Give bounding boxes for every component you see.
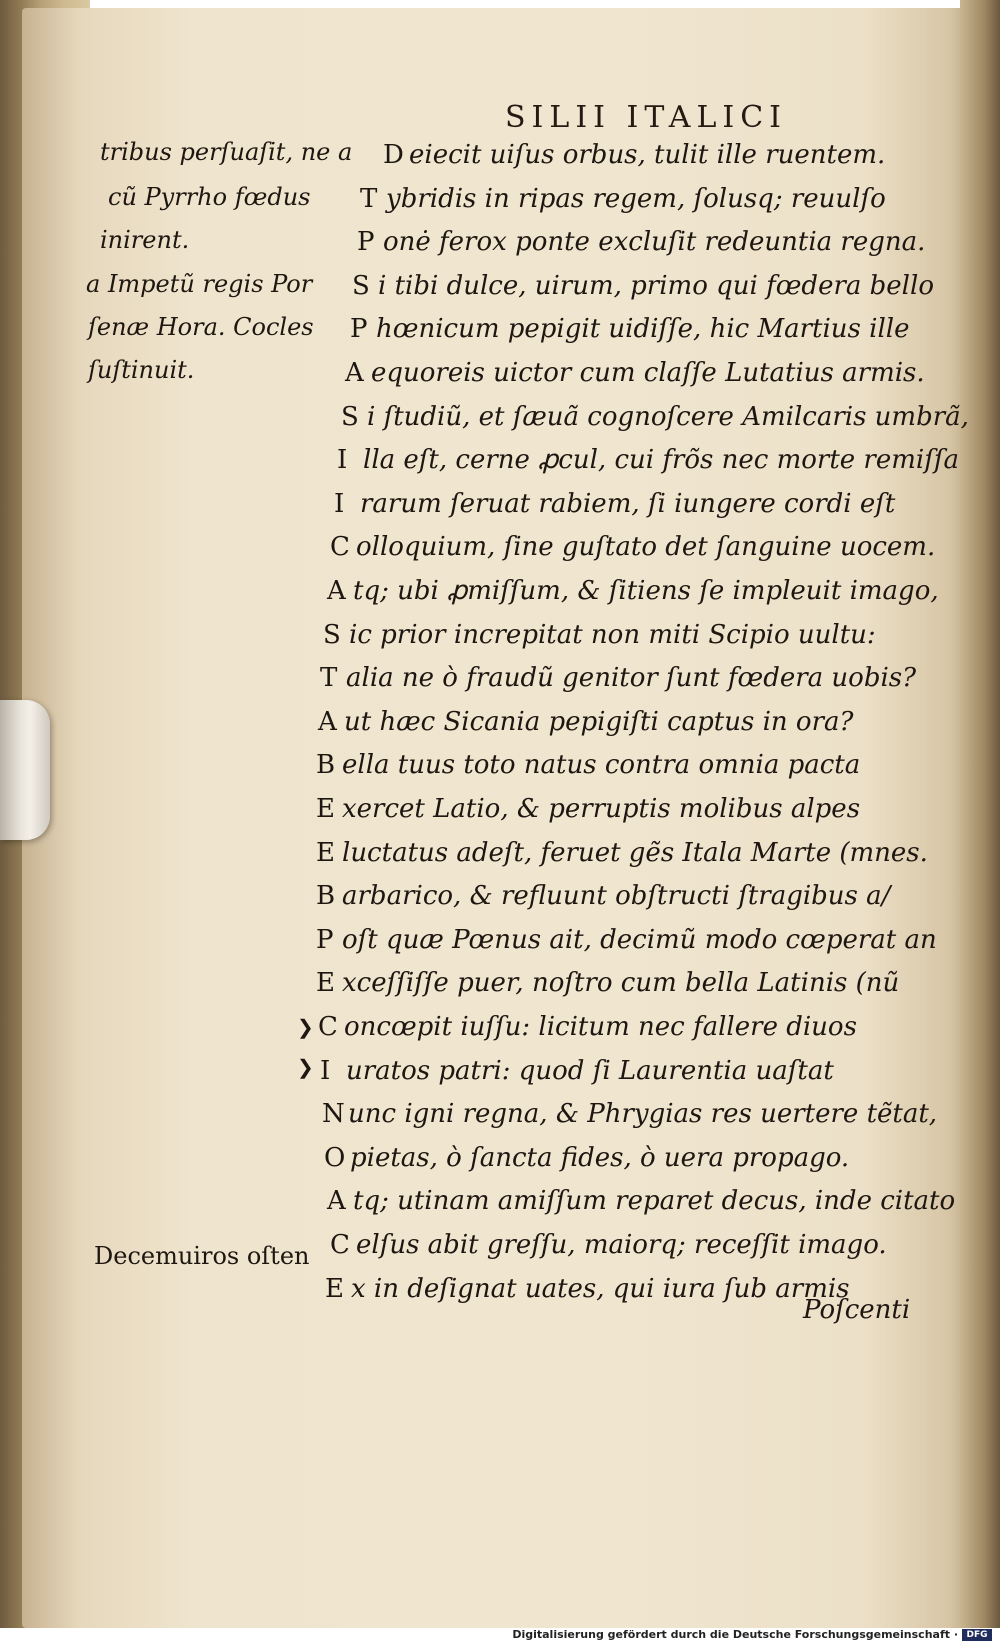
verse-text: onė ferox ponte excluſit redeuntia regna. bbox=[383, 227, 926, 258]
verse-line bbox=[318, 1012, 857, 1042]
verse-line bbox=[316, 794, 860, 824]
verse-initial: P bbox=[316, 924, 334, 955]
running-header: SILII ITALICI bbox=[505, 100, 788, 135]
verse-text: i tibi dulce, uirum, primo qui fœdera bello bbox=[378, 270, 934, 301]
verse-initial: S bbox=[341, 401, 359, 432]
verse-initial: C bbox=[318, 1012, 338, 1042]
verse-line bbox=[323, 620, 876, 650]
verse-initial: C bbox=[330, 532, 350, 563]
verse-line bbox=[316, 968, 899, 998]
verse-initial: E bbox=[316, 794, 335, 824]
verse-initial: I bbox=[334, 488, 345, 519]
marginal-note: tribus perſuaſit, ne a bbox=[100, 138, 353, 166]
verse-line bbox=[341, 402, 969, 432]
verse-initial: S bbox=[323, 619, 341, 650]
verse-line bbox=[316, 881, 890, 911]
verse-line bbox=[383, 140, 885, 170]
verse-line bbox=[345, 358, 925, 388]
verse-text: oſt quæ Pœnus ait, decimũ modo cœperat an bbox=[342, 924, 937, 955]
verse-text: ic prior increpitat non miti Scipio uultu: bbox=[349, 619, 876, 650]
verse-text: arbarico, & refluunt obſtructi ſtragibus a/ bbox=[342, 881, 891, 912]
catchword: Poſcenti bbox=[803, 1295, 911, 1325]
verse-text: i ſtudiũ, et ſæuã cognoſcere Amilcaris umbrã, bbox=[367, 401, 969, 432]
verse-initial: E bbox=[325, 1273, 344, 1304]
verse-text: alia ne ò fraudũ genitor ſunt fœdera uobis? bbox=[346, 663, 917, 694]
verse-initial: A bbox=[318, 706, 337, 737]
verse-initial: A bbox=[345, 358, 364, 388]
verse-text: pietas, ò ſancta fides, ò uera propago. bbox=[350, 1142, 850, 1173]
verse-initial: A bbox=[327, 576, 346, 606]
verse-initial: B bbox=[316, 881, 336, 912]
verse-initial: P bbox=[350, 314, 368, 345]
verse-initial: E bbox=[316, 837, 335, 868]
verse-line bbox=[327, 1186, 955, 1216]
verse-text: rarum ſeruat rabiem, ſi iungere cordi eſt bbox=[360, 488, 896, 519]
verse-text: xceſſiſſe puer, noſtro cum bella Latinis (nũ bbox=[342, 968, 900, 999]
verse-line bbox=[322, 1099, 937, 1129]
marginal-note: cũ Pyrrho fœdus bbox=[108, 183, 311, 211]
marginal-note: a Impetũ regis Por bbox=[86, 270, 313, 298]
verse-initial: O bbox=[324, 1142, 346, 1173]
verse-text: ella tuus toto natus contra omnia pacta bbox=[342, 750, 861, 781]
verse-text: ybridis in ripas regem, ſolusq; reuulſo bbox=[386, 183, 886, 214]
quote-mark: ❯ bbox=[297, 1015, 314, 1039]
verse-line bbox=[352, 271, 934, 301]
quote-mark: ❯ bbox=[297, 1055, 314, 1079]
verse-line bbox=[325, 1274, 850, 1304]
verse-initial: A bbox=[327, 1186, 346, 1217]
verse-line bbox=[316, 750, 860, 780]
verse-initial: S bbox=[352, 270, 370, 301]
verse-text: tq; ubi ꝓmiſſum, & ſitiens ſe impleuit imago, bbox=[353, 576, 939, 606]
verse-initial: C bbox=[330, 1230, 350, 1260]
verse-line bbox=[330, 532, 935, 562]
verse-text: luctatus adeſt, feruet gẽs Itala Marte (mnes. bbox=[342, 837, 928, 868]
verse-line bbox=[330, 1230, 887, 1260]
verse-line bbox=[327, 576, 939, 606]
verse-initial: I bbox=[337, 445, 348, 476]
verse-initial: T bbox=[320, 663, 338, 694]
verse-initial: N bbox=[322, 1099, 345, 1130]
verse-text: unc igni regna, & Phrygias res uertere tẽtat, bbox=[348, 1099, 938, 1130]
verse-initial: I bbox=[320, 1055, 331, 1086]
verse-line bbox=[320, 663, 916, 693]
dfg-logo-icon: DFG bbox=[962, 1629, 992, 1641]
verse-text: xercet Latio, & perruptis molibus alpes bbox=[342, 794, 861, 824]
marginal-note: ſenæ Hora. Cocles bbox=[88, 313, 314, 341]
marginal-note: Decemuiros oſten bbox=[94, 1242, 310, 1270]
verse-line bbox=[334, 489, 895, 519]
verse-text: uratos patri: quod ſi Laurentia uaſtat bbox=[346, 1055, 834, 1086]
verse-line bbox=[316, 838, 928, 868]
verse-initial: B bbox=[316, 750, 336, 781]
verse-text: x in deſignat uates, qui iura ſub armis bbox=[351, 1273, 850, 1304]
verse-initial: T bbox=[360, 183, 378, 214]
verse-line bbox=[357, 227, 925, 257]
marginal-note: inirent. bbox=[100, 226, 190, 254]
funding-credit: Digitalisierung gefördert durch die Deutsche Forschungsgemeinschaft · bbox=[512, 1628, 958, 1641]
verse-line bbox=[320, 1056, 834, 1086]
verse-text: lla eſt, cerne ꝓcul, cui frõs nec morte remiſſa bbox=[363, 445, 959, 476]
verse-text: hœnicum pepigit uidiſſe, hic Martius ille bbox=[376, 314, 910, 345]
verse-text: equoreis uictor cum claſſe Lutatius armis. bbox=[371, 358, 925, 388]
verse-initial: D bbox=[383, 140, 404, 170]
verse-line bbox=[337, 445, 959, 475]
verse-text: oncœpit iuſſu: licitum nec fallere diuos bbox=[344, 1012, 857, 1042]
verse-line bbox=[324, 1143, 849, 1173]
verse-initial: P bbox=[357, 227, 375, 258]
verse-text: eiecit uiſus orbus, tulit ille ruentem. bbox=[409, 140, 886, 170]
marginal-note: ſuſtinuit. bbox=[88, 356, 195, 384]
verse-text: olloquium, ſine guſtato det ſanguine uocem. bbox=[356, 532, 936, 563]
verse-text: ut hæc Sicania pepigiſti captus in ora? bbox=[344, 706, 854, 737]
verse-initial: E bbox=[316, 968, 335, 999]
verse-text: elſus abit greſſu, maiorq; receſſit imago. bbox=[356, 1230, 887, 1260]
verse-line bbox=[318, 707, 853, 737]
verse-text: tq; utinam amiſſum reparet decus, inde citato bbox=[353, 1186, 956, 1217]
verse-line bbox=[316, 925, 937, 955]
verse-line bbox=[350, 314, 909, 344]
verse-line bbox=[360, 184, 886, 214]
